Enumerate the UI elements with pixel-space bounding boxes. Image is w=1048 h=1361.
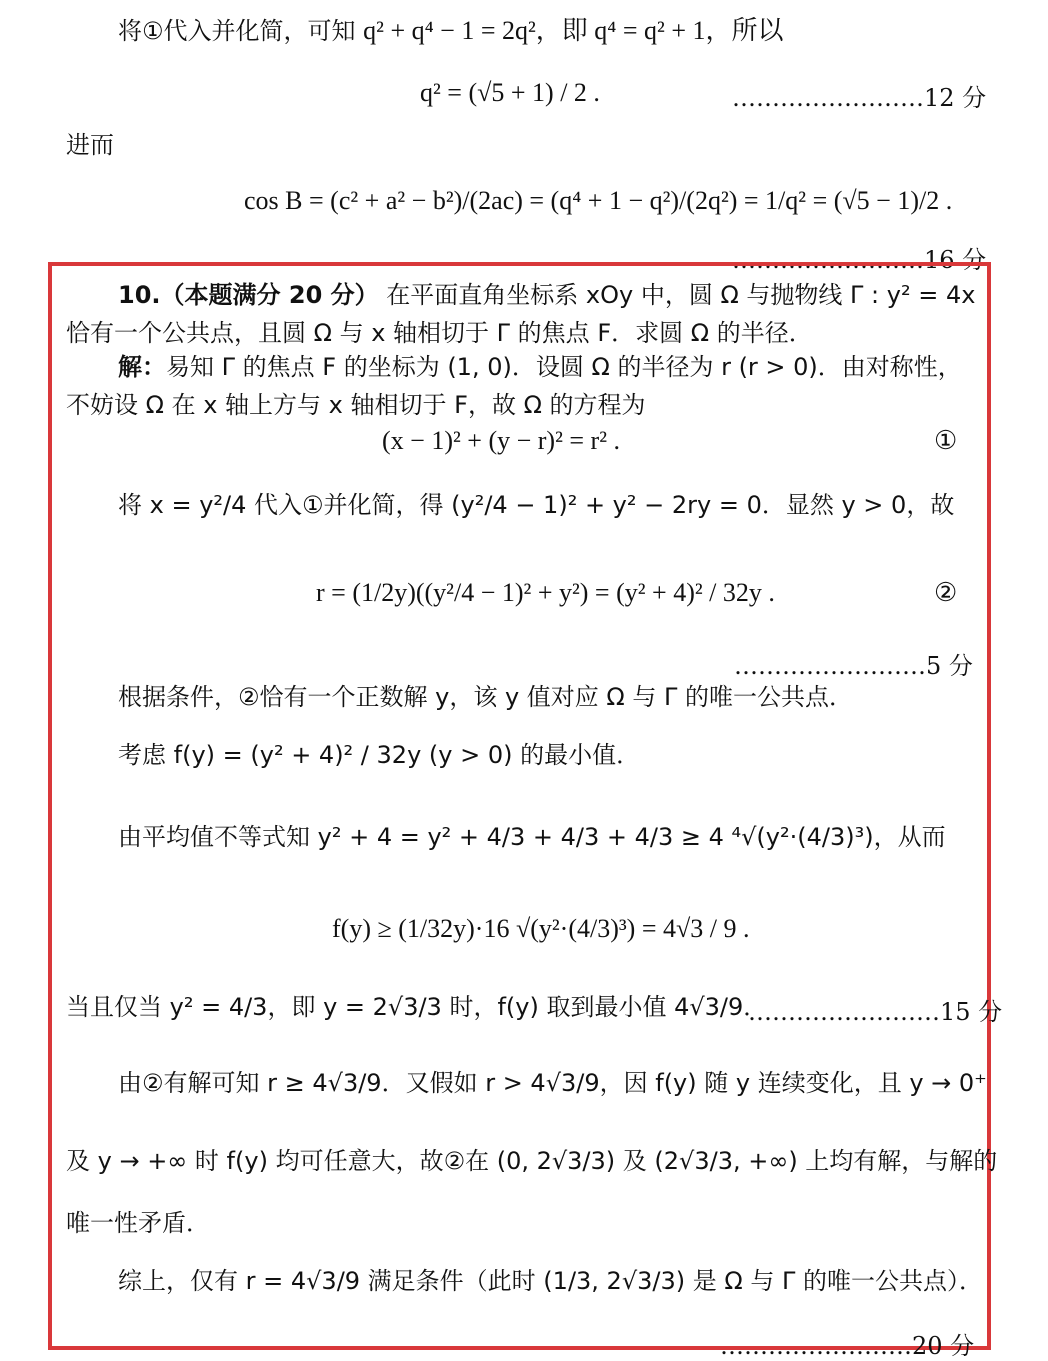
equation-mark-1: ① xyxy=(934,426,958,456)
score-5: ……………………5 分 xyxy=(734,652,973,680)
solution-line-3: 将 x = y²/4 代入①并化简，得 (y²/4 − 1)² + y² − 2ry = 0．显然 y > 0，故 xyxy=(118,491,955,519)
solution-line-1 xyxy=(118,352,962,382)
solution-line-11: 综上，仅有 r = 4√3/9 满足条件（此时 (1/3, 2√3/3) 是 Ω 与 Γ 的唯一公共点）． xyxy=(118,1267,983,1295)
problem-points: （本题满分 20 分） xyxy=(160,281,379,309)
solution-line-7: 当且仅当 y² = 4/3，即 y = 2√3/3 时，f(y) 取到最小值 4√3/9． xyxy=(66,993,768,1021)
prev-jin-er: 进而 xyxy=(66,131,114,159)
equation-3: f(y) ≥ (1/32y)·16 √(y²·(4/3)³) = 4√3 / 9 . xyxy=(332,914,750,943)
solution-line-4: 根据条件，②恰有一个正数解 y，该 y 值对应 Ω 与 Γ 的唯一公共点． xyxy=(118,683,854,711)
solution-line-10: 唯一性矛盾． xyxy=(66,1209,210,1237)
equation-2: r = (1/2y)((y²/4 − 1)² + y²) = (y² + 4)² / 32y . xyxy=(316,578,775,607)
equation-mark-2: ② xyxy=(934,578,958,608)
prev-score-12: ……………………12 分 xyxy=(732,84,987,112)
problem-statement-line-2: 恰有一个公共点，且圆 Ω 与 x 轴相切于 Γ 的焦点 F．求圆 Ω 的半径． xyxy=(66,319,813,347)
prev-line-1-text: 将①代入并化简，可知 xyxy=(118,17,356,45)
score-20: ……………………20 分 xyxy=(720,1332,975,1360)
solution-label: 解： xyxy=(118,353,166,381)
prev-score-16: ……………………16 分 xyxy=(732,246,987,274)
equation-1: (x − 1)² + (y − r)² = r² . xyxy=(382,426,620,455)
problem-statement-line-1 xyxy=(118,280,975,310)
problem-number: 10. xyxy=(118,281,161,309)
prev-line-1-eq: q² + q⁴ − 1 = 2q²，即 q⁴ = q² + 1，所以 xyxy=(363,16,784,45)
prev-line-1 xyxy=(118,16,784,46)
solution-line-5: 考虑 f(y) = (y² + 4)² / 32y (y > 0) 的最小值． xyxy=(118,741,641,769)
prev-q2-equation: q² = (√5 + 1) / 2 . xyxy=(420,78,600,107)
solution-line-9: 及 y → +∞ 时 f(y) 均可任意大，故②在 (0, 2√3/3) 及 (2√3/3, +∞) 上均有解，与解的 xyxy=(66,1147,998,1175)
prev-cosB-equation: cos B = (c² + a² − b²)/(2ac) = (q⁴ + 1 − q²)/(2q²) = 1/q² = (√5 − 1)/2 . xyxy=(244,186,953,215)
score-15: ……………………15 分 xyxy=(748,998,1003,1026)
solution-line-8: 由②有解可知 r ≥ 4√3/9．又假如 r > 4√3/9，因 f(y) 随 y 连续变化，且 y → 0⁺ xyxy=(118,1069,987,1097)
solution-s1: 易知 Γ 的焦点 F 的坐标为 (1, 0)．设圆 Ω 的半径为 r (r > 0)．由对称性， xyxy=(166,353,962,381)
problem-stmt-1: 在平面直角坐标系 xOy 中，圆 Ω 与抛物线 Γ : y² = 4x xyxy=(386,281,976,309)
solution-line-6: 由平均值不等式知 y² + 4 = y² + 4/3 + 4/3 + 4/3 ≥ 4 ⁴√(y²·(4/3)³)，从而 xyxy=(118,823,946,851)
solution-line-2: 不妨设 Ω 在 x 轴上方与 x 轴相切于 F，故 Ω 的方程为 xyxy=(66,391,646,419)
